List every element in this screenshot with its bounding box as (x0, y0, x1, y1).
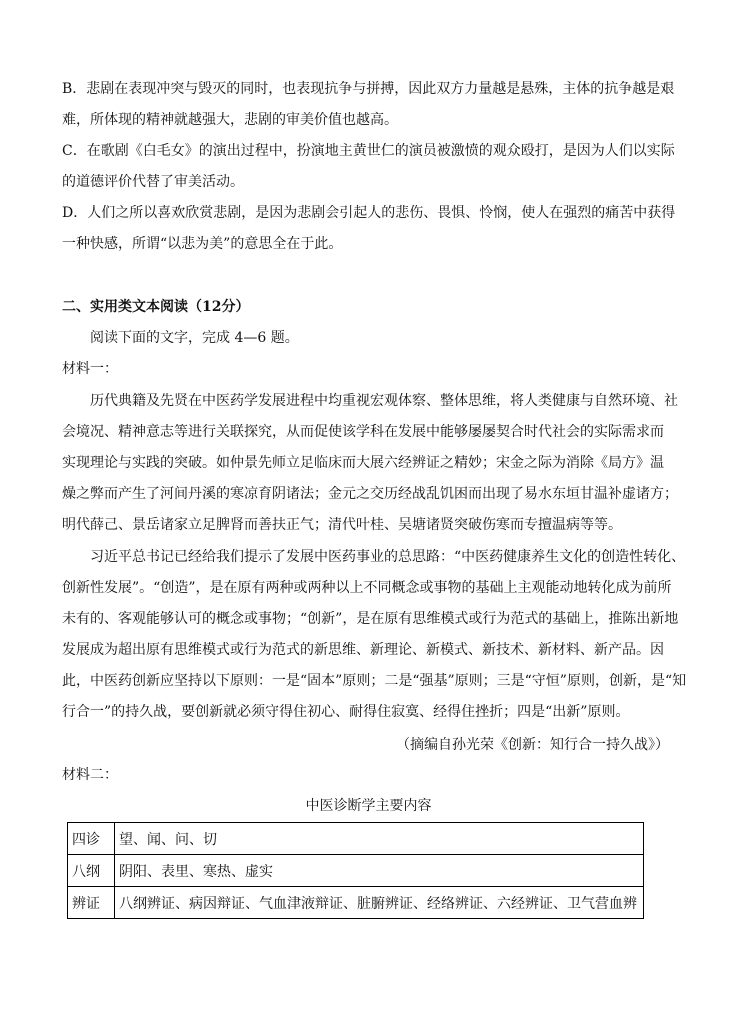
table-row-value: 阴阳、表里、寒热、虚实 (115, 855, 644, 887)
material-2-label: 材料二： (62, 767, 118, 783)
section-instruction: 阅读下面的文字，完成 4—6 题。 (90, 330, 299, 346)
table-row-key: 辨证 (68, 887, 115, 919)
option-c-line-1: C．在歌剧《白毛女》的演出过程中，扮演地主黄世仁的演员被激愤的观众殴打，是因为人们以实际 (62, 143, 675, 159)
table-row-key: 八纲 (68, 855, 115, 887)
option-c-line-2: 的道德评价代替了审美活动。 (62, 174, 244, 190)
material-1-p2-line-6: 行合一”的持久战，要创新就必须守得住初心、耐得住寂寞、经得住挫折；四是“出新”原则。 (62, 704, 630, 720)
section-heading: 二、实用类文本阅读（12分） (62, 299, 250, 315)
material-1-p2-line-1: 习近平总书记已经给我们提示了发展中医药事业的总思路：“中医药健康养生文化的创造性转化、 (90, 549, 686, 565)
material-1-p1-line-3: 实现理论与实践的突破。如仲景先师立足临床而大展六经辨证之精妙；宋金之际为消除《局方》温 (62, 455, 664, 471)
material-1-p2-line-3: 未有的、客观能够认可的概念或事物；“创新”，是在原有思维模式或行为范式的基础上，推陈出新地 (62, 611, 679, 627)
material-1-p1-line-4: 燥之弊而产生了河间丹溪的寒凉育阴诸法；金元之交历经战乱饥困而出现了易水东垣甘温补虚诸方； (62, 486, 678, 502)
table-row (68, 855, 644, 887)
material-1-p1-line-5: 明代薛己、景岳诸家立足脾肾而善扶正气；清代叶桂、吴塘诸贤突破伤寒而专擅温病等等。 (62, 517, 622, 533)
material-1-p2-line-4: 发展成为超出原有思维模式或行为范式的新思维、新理论、新模式、新技术、新材料、新产品。因 (62, 642, 664, 658)
material-1-p2-line-2: 创新性发展”。“创造”，是在原有两种或两种以上不同概念或事物的基础上主观能动地转化成为前所 (62, 580, 672, 596)
material-1-p2-line-5: 此，中医药创新应坚持以下原则：一是“固本”原则；二是“强基”原则；三是“守恒”原则，创新，是“知 (62, 673, 687, 689)
option-d-line-2: 一种快感，所谓“以悲为美”的意思全在于此。 (62, 236, 343, 252)
option-d-line-1: D．人们之所以喜欢欣赏悲剧，是因为悲剧会引起人的悲伤、畏惧、怜悯，使人在强烈的痛苦中获得 (62, 205, 676, 221)
source-citation: （摘编自孙光荣《创新：知行合一持久战》） (396, 737, 669, 753)
tcm-diagnostics-table (67, 822, 644, 919)
material-1-p1-line-1: 历代典籍及先贤在中医药学发展进程中均重视宏观体察、整体思维，将人类健康与自然环境、社 (90, 393, 678, 409)
option-b-line-2: 难，所体现的精神就越强大，悲剧的审美价值也越高。 (62, 112, 398, 128)
material-1-p1-line-2: 会境况、精神意志等进行关联探究，从而促使该学科在发展中能够屡屡契合时代社会的实际需求而 (62, 424, 664, 440)
table-row-value: 八纲辨证、病因辩证、气血津液辩证、脏腑辨证、经络辨证、六经辨证、卫气营血辨 (115, 887, 644, 919)
table-row (68, 823, 644, 855)
table-row-key: 四诊 (68, 823, 115, 855)
table-title: 中医诊断学主要内容 (305, 798, 432, 814)
table-row-value: 望、闻、问、切 (115, 823, 644, 855)
material-1-label: 材料一： (62, 361, 118, 377)
table-row (68, 887, 644, 919)
option-b-line-1: B．悲剧在表现冲突与毁灭的同时，也表现抗争与拼搏，因此双方力量越是悬殊，主体的抗争越是艰 (62, 81, 675, 97)
